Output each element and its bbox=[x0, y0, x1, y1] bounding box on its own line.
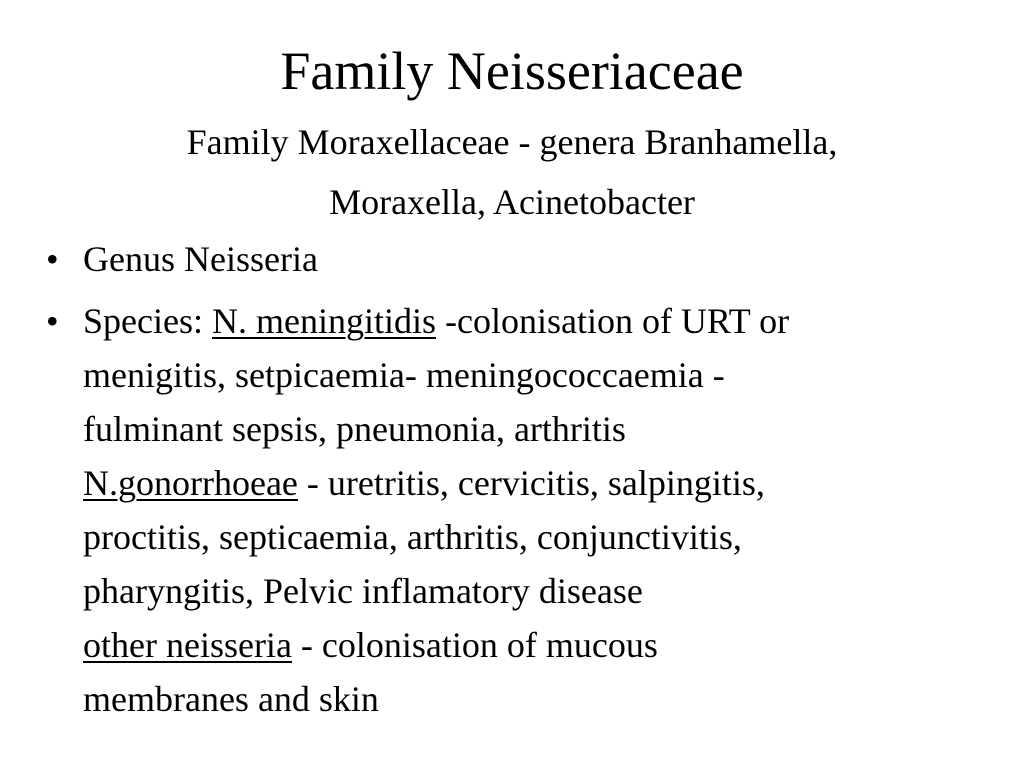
slide-title: Family Neisseriaceae bbox=[280, 41, 744, 101]
other-line-1 bbox=[83, 618, 996, 672]
gonorrhoeae-text-2: proctitis, septicaemia, arthritis, conjunctivitis, bbox=[83, 517, 742, 557]
species-gonorrhoeae-name: N.gonorrhoeae bbox=[83, 463, 298, 503]
subtitle-line-1: Family Moraxellaceae - genera Branhamella, bbox=[186, 122, 838, 162]
other-text-2: membranes and skin bbox=[83, 679, 379, 719]
gonorrhoeae-line-1 bbox=[83, 456, 996, 510]
bullet-species bbox=[46, 294, 996, 726]
bullet-list bbox=[46, 232, 996, 734]
bullet-marker: • bbox=[46, 301, 59, 341]
bullet-marker: • bbox=[46, 239, 59, 279]
bullet-genus bbox=[46, 232, 996, 286]
meningitidis-text-2: menigitis, setpicaemia- meningococcaemia - bbox=[83, 355, 725, 395]
genus-text: Genus Neisseria bbox=[83, 239, 318, 279]
meningitidis-text-3: fulminant sepsis, pneumonia, arthritis bbox=[83, 409, 626, 449]
other-text-1: - colonisation of mucous bbox=[291, 625, 658, 665]
meningitidis-text-1: -colonisation of URT or bbox=[435, 301, 790, 341]
species-line-1 bbox=[83, 294, 996, 348]
species-other-name: other neisseria bbox=[83, 625, 292, 665]
species-meningitidis-name: N. meningitidis bbox=[211, 301, 436, 341]
slide-subtitle bbox=[40, 112, 984, 232]
gonorrhoeae-text-3: pharyngitis, Pelvic inflamatory disease bbox=[83, 571, 643, 611]
species-prefix: Species: bbox=[83, 301, 212, 341]
subtitle-line-2: Moraxella, Acinetobacter bbox=[329, 182, 695, 222]
gonorrhoeae-text-1: - uretritis, cervicitis, salpingitis, bbox=[297, 463, 765, 503]
